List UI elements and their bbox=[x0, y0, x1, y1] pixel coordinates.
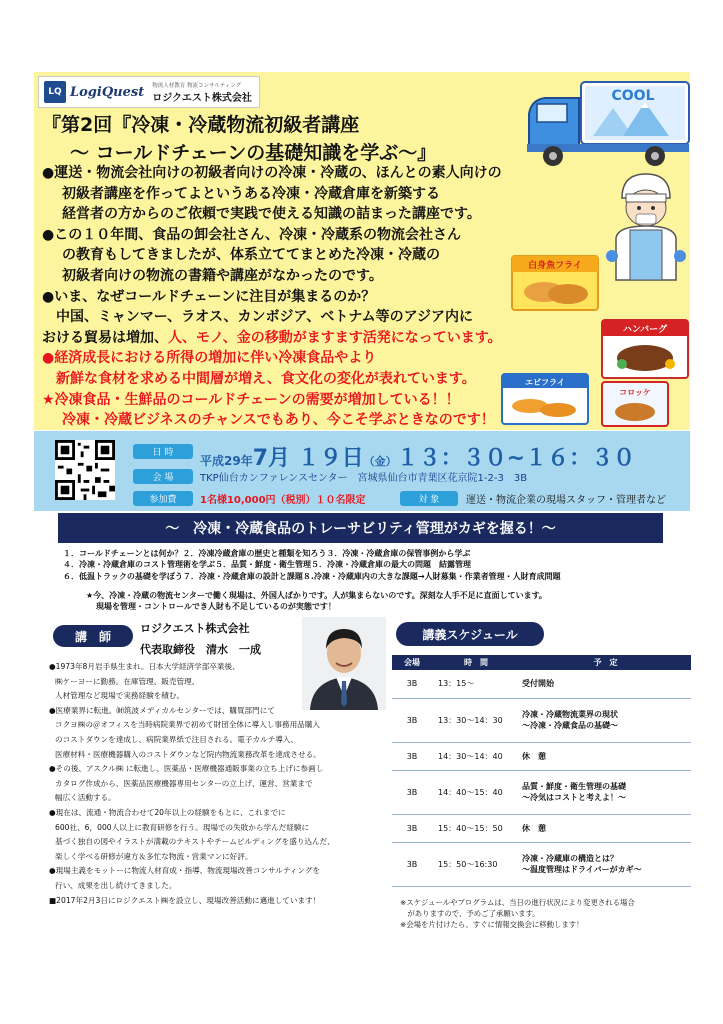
bio-line: ●現場主義をモットーに物流人材育成・指導、物流現場改善コンサルティングを bbox=[49, 866, 321, 876]
fee-label-pill: 参加費 bbox=[133, 491, 193, 506]
table-row: 3B 15：50～16:30 冷凍・冷蔵庫の構造とは？ ～温度管理はドライバーがカギ～ bbox=[392, 842, 691, 886]
bullet-3-line-1: ●いま、なぜコールドチェーンに注目が集まるのか？ bbox=[42, 288, 376, 305]
bio-line: 幅広く活動する。 bbox=[55, 793, 116, 803]
topic-line-2: ４．冷凍・冷蔵倉庫のコスト管理術を学ぶ５．品質・鮮度・衛生管理５．冷凍・冷蔵倉庫の最大の問題 結露管理 bbox=[63, 560, 471, 570]
food1-label: 白身魚フライ bbox=[528, 261, 582, 271]
food-worker-illustration bbox=[600, 168, 692, 288]
bio-line: ●現在は、流通・物流合わせて20年以上の経験をもとに、これまでに bbox=[49, 807, 286, 817]
frozen-croquette-package bbox=[600, 380, 670, 428]
bio-line: ㈱ケーヨーに勤務。在庫管理、販売管理、 bbox=[55, 676, 200, 686]
truck-cool-label: COOL bbox=[611, 88, 655, 104]
target-label-pill: 対 象 bbox=[400, 491, 458, 506]
schedule-note-line: ※スケジュールやプログラムは、当日の進行状況により変更される場合 bbox=[400, 898, 635, 907]
bio-line: ●1973年8月岩手県生まれ。日本大学経済学部卒業後、 bbox=[49, 662, 240, 671]
table-row: 3B 14：40～15：40 品質・鮮度・衛生管理の基礎 ～冷気はコストと考えよ！～ bbox=[392, 770, 691, 814]
logo-wordmark: LogiQuest bbox=[70, 84, 145, 100]
bio-line: ●その後、アスクル㈱ に転進し、医薬品・医療機器通販事業の立ち上げに参画し bbox=[49, 764, 324, 774]
venue-label-pill: 会 場 bbox=[133, 469, 193, 484]
bio-line: コクヨ㈱の＠オフィスを当時病院業界で初めて財団全体に導入し事務用品購入 bbox=[55, 720, 320, 730]
bullet-2-line-3: 初級者向けの物流の書籍や講座がなかったのです。 bbox=[62, 267, 383, 284]
lecturer-badge: 講 師 bbox=[53, 625, 133, 647]
logo-company-name: ロジクエスト株式会社 bbox=[152, 92, 252, 104]
note-line-1: ★今、冷凍・冷蔵の物流センターで働く現場は、外国人ばかりです。人が集まらないのです。深刻な人手不足に直面しています。 bbox=[86, 591, 547, 600]
lecturer-bio bbox=[49, 660, 394, 908]
logo-mark: LQ bbox=[44, 81, 66, 103]
bio-line: カタログ作成から、医薬品医療機器専用センターの立上げ、運営、営業まで bbox=[55, 778, 313, 788]
fee-text: 1名様10,000円（税別）１０名限定 bbox=[200, 495, 366, 506]
bullet-5-line-1: ★冷凍食品・生鮮品のコールドチェーンの需要が増加している！！ bbox=[42, 391, 460, 408]
lecturer-company: ロジクエスト株式会社 bbox=[140, 622, 250, 635]
logo-subtitle: 物流人材教育 物流コンサルティング bbox=[152, 82, 242, 89]
bio-line: のコストダウンを達成し、病院業界紙で注目される。電子カルテ導入、 bbox=[55, 734, 298, 744]
bullet-5-line-2: 冷凍・冷蔵ビジネスのチャンスでもあり、今こそ学ぶときなのです！ bbox=[62, 412, 495, 429]
cool-truck-illustration bbox=[523, 78, 693, 170]
schedule-table bbox=[392, 655, 691, 887]
page-title-line2: ～ コールドチェーンの基礎知識を学ぶ～』 bbox=[70, 142, 437, 164]
bullet-4-line-2: 新鮮な食材を求める中間層が増え、食文化の変化が表れています。 bbox=[56, 370, 476, 387]
topic-line-3: ６．低温トラックの基礎を学ぼう７．冷凍・冷蔵倉庫の設計と課題８.冷凍・冷蔵庫内の大きな課題→人財募集・作業者管理・人財育成問題 bbox=[63, 571, 561, 581]
food3-label: エビフライ bbox=[525, 378, 565, 387]
schedule-note-line: ※会場を片付けたら、すぐに情報交換会に移動します！ bbox=[400, 920, 584, 929]
bio-line: 行い、成果を出し続けてきました。 bbox=[55, 880, 177, 890]
traceability-banner: ～ 冷凍・冷蔵食品のトレーサビリティ管理がカギを握る！～ bbox=[58, 513, 663, 543]
bio-line: 楽しく学べる研修が違方＆多忙な物流・営業マンに好評。 bbox=[55, 851, 253, 861]
bullet-1-line-3: 経営者の方からのご依頼で実践で使える知識の詰まった講座です。 bbox=[62, 206, 481, 223]
page-title-line1: 『第2回『冷凍・冷蔵物流初級者講座 bbox=[42, 114, 360, 136]
company-logo bbox=[38, 76, 260, 108]
bio-line: 人材管理など現場で実務経験を積む。 bbox=[55, 691, 185, 701]
lecturer-name: 代表取締役 清水 一成 bbox=[140, 643, 261, 656]
labor-shortage-note bbox=[86, 590, 547, 612]
bullet-2-line-1: ●この１０年間、食品の卸会社さん、冷凍・冷蔵系の物流会社さん bbox=[42, 226, 462, 243]
target-text: 運送・物流企業の現場スタッフ・管理者など bbox=[466, 495, 666, 506]
bullet-3-line-2: 中国、ミャンマー、ラオス、カンボジア、ベトナム等のアジア内に bbox=[56, 309, 474, 326]
bio-line: 基づく独自の図やイラストが満載のテキストやチームビルディングを盛り込んだ、 bbox=[55, 837, 335, 847]
bio-line: ■2017年2月3日にロジクエスト㈱を設立し、現場改善活動に邁進しています！ bbox=[49, 895, 321, 905]
schedule-header-time: 時 間 bbox=[432, 655, 520, 670]
table-row: 3B 15：40～15：50 休 憩 bbox=[392, 814, 691, 842]
bullet-1-line-1: ●運送・物流会社向けの初級者向けの冷凍・冷蔵の、ほんとの素人向けの bbox=[42, 165, 502, 181]
food2-label: ハンバーグ bbox=[622, 325, 668, 335]
bullet-2-line-2: の教育もしてきましたが、体系立ててまとめた冷凍・冷蔵の bbox=[62, 247, 440, 264]
frozen-hamburg-package bbox=[600, 316, 690, 382]
bullet-3-line-3: おける貿易は増加、人、モノ、金の移動がますます活発になっています。 bbox=[42, 329, 502, 346]
bullet-4-line-1: ●経済成長における所得の増加に伴い冷凍食品やより bbox=[42, 350, 377, 367]
topic-line-1: １．コールドチェーンとは何か？２．冷凍冷蔵倉庫の歴史と種類を知ろう３．冷凍・冷蔵倉庫の保管事例から学ぶ bbox=[63, 549, 471, 558]
schedule-note-line: がありますので、予めご了承願います。 bbox=[400, 909, 540, 918]
date-label-pill: 日 時 bbox=[133, 444, 193, 459]
topic-list bbox=[63, 548, 561, 582]
schedule-badge: 講義スケジュール bbox=[396, 622, 544, 646]
schedule-header-plan: 予 定 bbox=[520, 655, 691, 670]
bio-line: 医療材料・医療機器購入のコストダウンなど院内物流業務改革を達成させる。 bbox=[55, 749, 321, 759]
food4-label: コロッケ bbox=[619, 388, 651, 397]
schedule-note bbox=[400, 897, 695, 930]
note-line-2: 現場を管理・コントロールでき人財も不足しているのが実態です！ bbox=[96, 602, 336, 611]
table-row: 3B 13：30～14：30 冷凍・冷蔵物流業界の現状 ～冷凍・冷蔵食品の基礎～ bbox=[392, 698, 691, 742]
bio-line: ●医療業界に転進。㈶筑波メディカルセンターでは、購買部門にて bbox=[49, 705, 275, 715]
bio-line: 600社、6，000人以上に教育研修を行う。現場での失敗から学んだ経験に bbox=[55, 822, 310, 832]
schedule-header-room: 会場 bbox=[392, 655, 432, 670]
bullet-1-line-2: 初級者講座を作ってよというある冷凍・冷蔵倉庫を新築する bbox=[62, 185, 440, 202]
intro-bullets bbox=[42, 163, 602, 431]
table-row: 3B 13：15～ 受付開始 bbox=[392, 670, 691, 698]
schedule-header-row bbox=[392, 655, 691, 670]
qr-code[interactable] bbox=[55, 440, 115, 500]
venue-text: TKP仙台カンファレンスセンター 宮城県仙台市青葉区花京院1-2-3 3B bbox=[200, 473, 528, 484]
table-row: 3B 14：30～14：40 休 憩 bbox=[392, 742, 691, 770]
event-date: 平成29年7月 １９日（金）１３：３０~１６：３０ bbox=[200, 446, 636, 471]
